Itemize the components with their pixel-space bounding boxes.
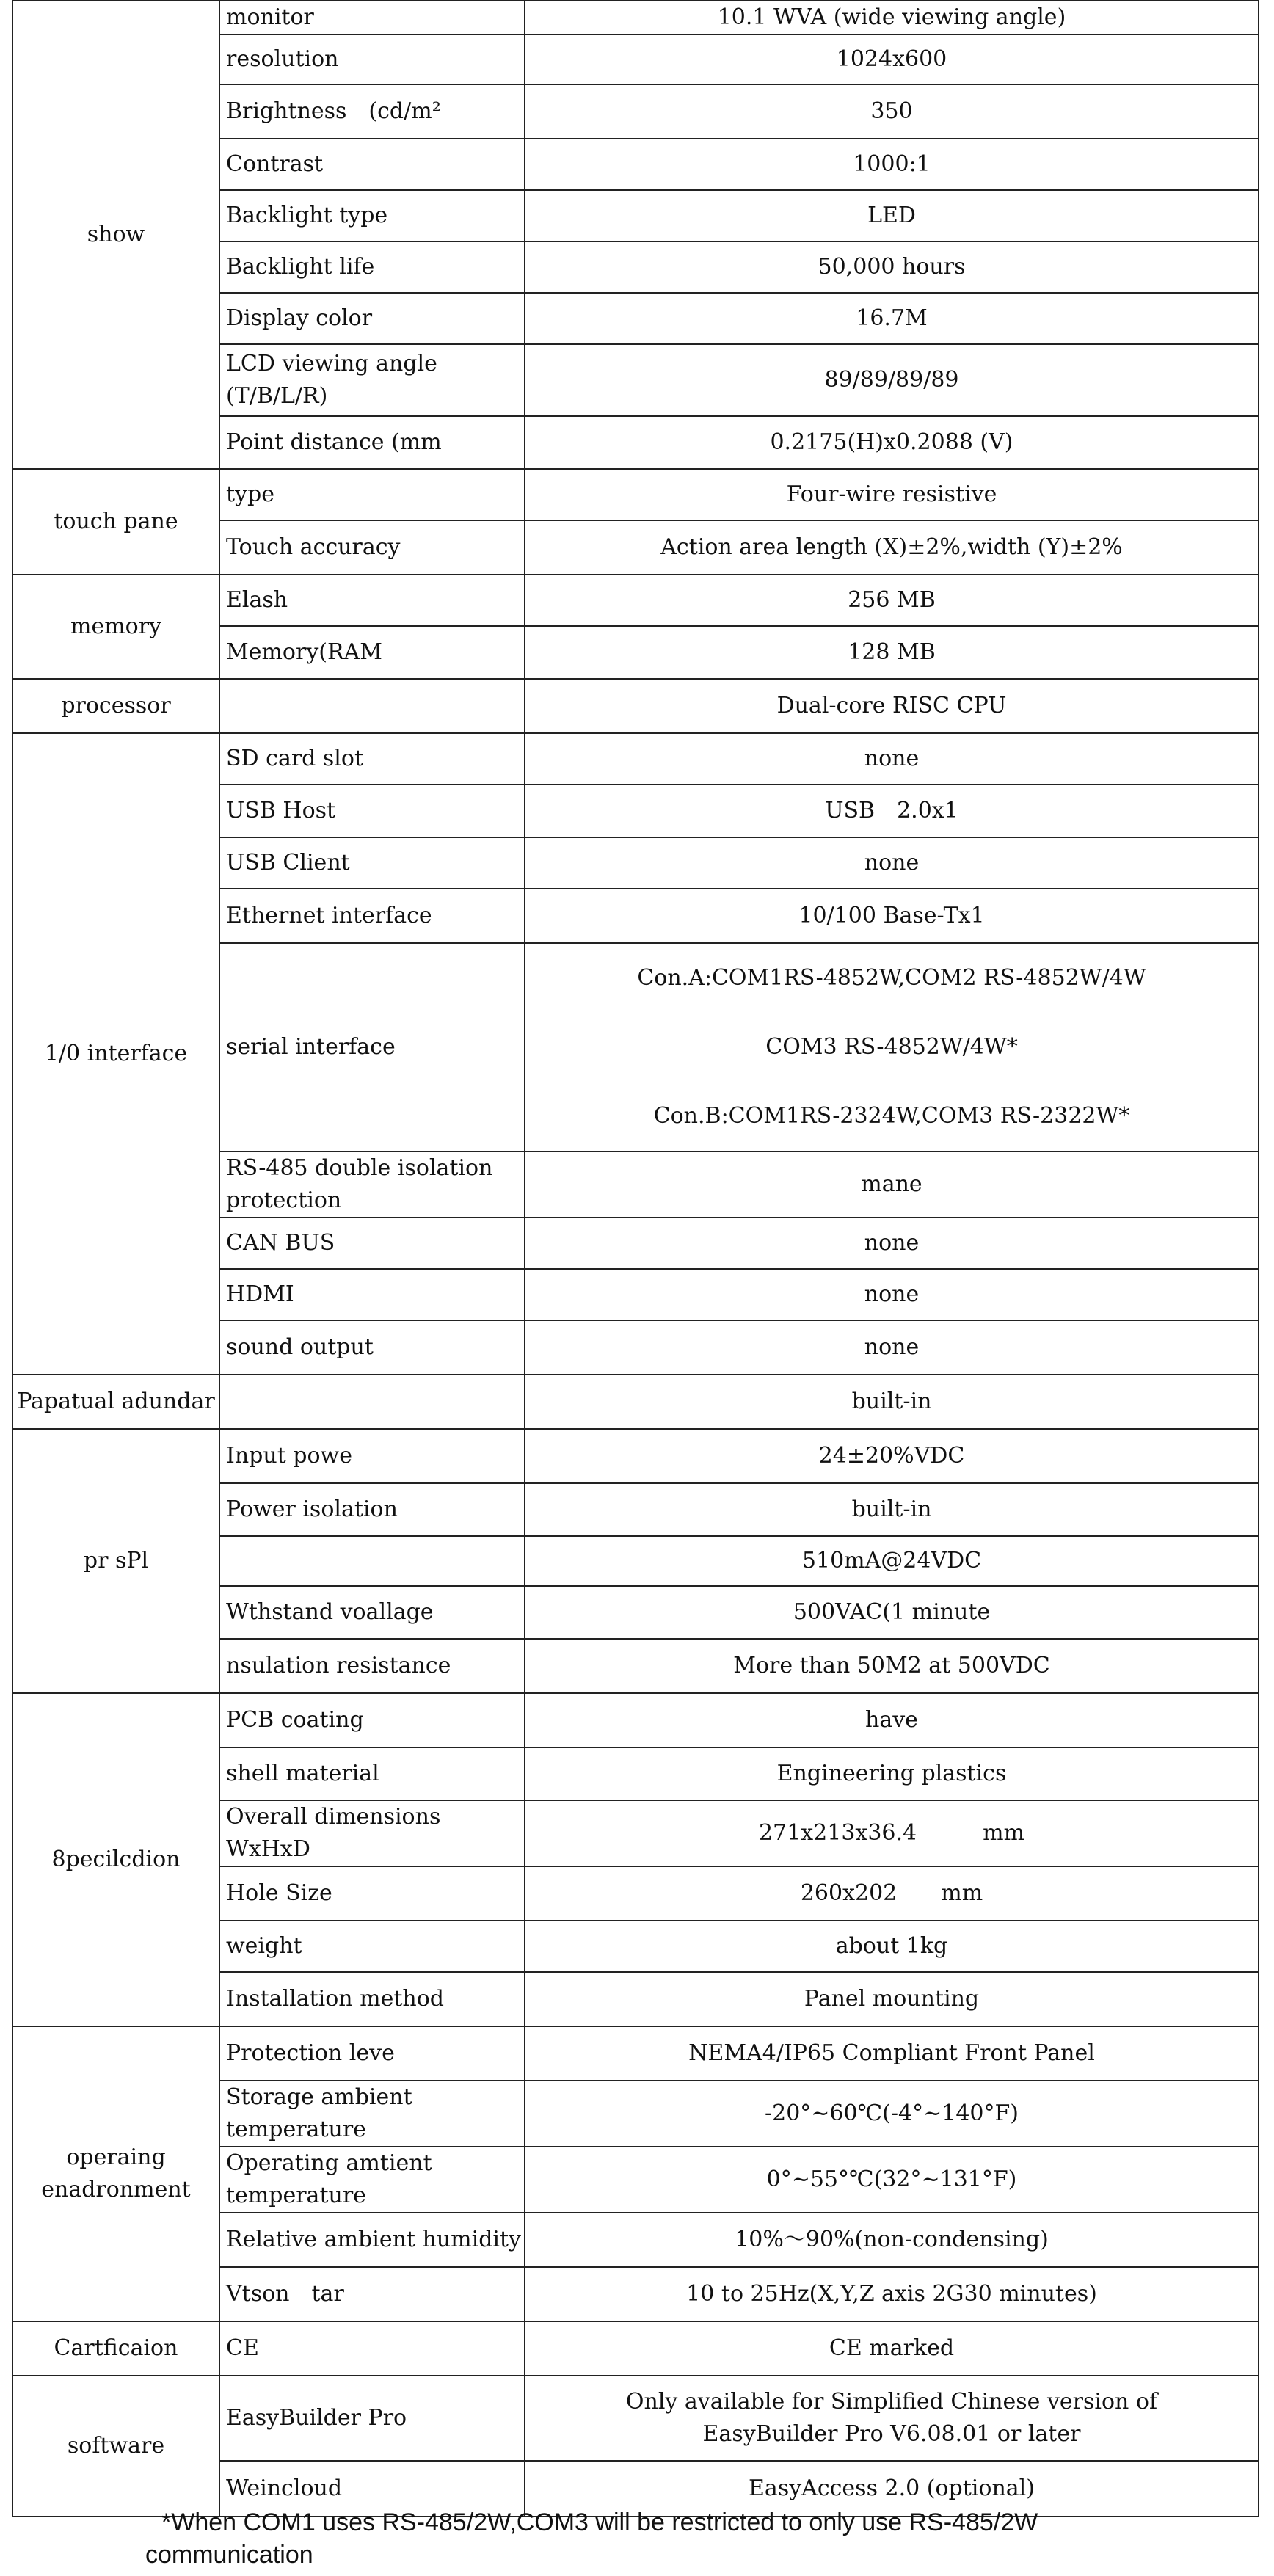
- spec-label: sound output: [219, 1320, 525, 1375]
- group-label-processor: processor: [12, 679, 219, 733]
- spec-label: Brightness (cd/m²: [219, 84, 525, 139]
- spec-value: 260x202 mm: [525, 1866, 1259, 1921]
- spec-label: SD card slot: [219, 733, 525, 785]
- spec-value: USB 2.0x1: [525, 785, 1259, 837]
- spec-label: Elash: [219, 575, 525, 626]
- spec-value: about 1kg: [525, 1921, 1259, 1972]
- spec-label: Touch accuracy: [219, 520, 525, 575]
- spec-label: Input powe: [219, 1429, 525, 1483]
- spec-value: Action area length (X)±2%,width (Y)±2%: [525, 520, 1259, 575]
- spec-label: Hole Size: [219, 1866, 525, 1921]
- spec-label: Display color: [219, 293, 525, 344]
- spec-value: 271x213x36.4 mm: [525, 1800, 1259, 1866]
- spec-value: Four-wire resistive: [525, 469, 1259, 520]
- spec-label: CE: [219, 2321, 525, 2376]
- spec-label: shell material: [219, 1747, 525, 1800]
- spec-label: [219, 1375, 525, 1429]
- group-label-memory: memory: [12, 575, 219, 679]
- spec-label: monitor: [219, 1, 525, 34]
- spec-value: Panel mounting: [525, 1972, 1259, 2026]
- spec-value: built-in: [525, 1483, 1259, 1536]
- spec-label: resolution: [219, 34, 525, 84]
- spec-label: RS-485 double isolation protection: [219, 1151, 525, 1218]
- spec-value: none: [525, 1269, 1259, 1320]
- spec-value-multiline: [525, 2376, 1259, 2461]
- spec-label: USB Host: [219, 785, 525, 837]
- spec-value-multiline: [525, 943, 1259, 1151]
- spec-value: 0°~55°℃(32°~131°F): [525, 2147, 1259, 2213]
- spec-value: none: [525, 837, 1259, 889]
- spec-label: Backlight life: [219, 241, 525, 293]
- spec-value: 50,000 hours: [525, 241, 1259, 293]
- spec-label: Weincloud: [219, 2461, 525, 2517]
- table-row: [12, 469, 1259, 520]
- table-row: [12, 1429, 1259, 1483]
- spec-value: built-in: [525, 1375, 1259, 1429]
- group-label-software: software: [12, 2376, 219, 2517]
- spec-label: Protection leve: [219, 2026, 525, 2081]
- spec-value-line: Con.B:COM1RS-2324W,COM3 RS-2322W*: [653, 1103, 1130, 1129]
- table-row: [12, 1, 1259, 34]
- spec-value: 10/100 Base-Tx1: [525, 889, 1259, 943]
- spec-table-body: [12, 1, 1259, 2517]
- spec-value: LED: [525, 190, 1259, 241]
- spec-value: Dual-core RISC CPU: [525, 679, 1259, 733]
- spec-value-line: Con.A:COM1RS-4852W,COM2 RS-4852W/4W: [637, 965, 1146, 991]
- spec-label: USB Client: [219, 837, 525, 889]
- spec-value: 500VAC(1 minute: [525, 1586, 1259, 1639]
- spec-label: Memory(RAM: [219, 626, 525, 679]
- group-label-cert: Cartficaion: [12, 2321, 219, 2376]
- spec-value-line: COM3 RS-4852W/4W*: [765, 1034, 1018, 1060]
- spec-label: serial interface: [219, 943, 525, 1151]
- spec-label: Overall dimensions WxHxD: [219, 1800, 525, 1866]
- spec-value: 128 MB: [525, 626, 1259, 679]
- spec-value: 1000:1: [525, 139, 1259, 190]
- spec-value: none: [525, 1320, 1259, 1375]
- table-row: [12, 575, 1259, 626]
- group-label-env: operaing enadronment: [12, 2026, 219, 2321]
- spec-label: Relative ambient humidity: [219, 2213, 525, 2267]
- spec-value: -20°~60℃(-4°~140°F): [525, 2081, 1259, 2147]
- spec-label: CAN BUS: [219, 1218, 525, 1269]
- spec-label: nsulation resistance: [219, 1639, 525, 1693]
- spec-value: mane: [525, 1151, 1259, 1218]
- spec-value: 16.7M: [525, 293, 1259, 344]
- spec-value: 350: [525, 84, 1259, 139]
- spec-label: Ethernet interface: [219, 889, 525, 943]
- spec-value: EasyAccess 2.0 (optional): [525, 2461, 1259, 2517]
- spec-value: 0.2175(H)x0.2088 (V): [525, 416, 1259, 469]
- group-label-rtc: Papatual adundar: [12, 1375, 219, 1429]
- table-row: [12, 733, 1259, 785]
- group-label-power: pr sPl: [12, 1429, 219, 1693]
- spec-label: Storage ambient temperature: [219, 2081, 525, 2147]
- spec-value: NEMA4/IP65 Compliant Front Panel: [525, 2026, 1259, 2081]
- footnote: [15, 2506, 1255, 2571]
- spec-label: Vtson tar: [219, 2267, 525, 2321]
- spec-label: Power isolation: [219, 1483, 525, 1536]
- spec-label: PCB coating: [219, 1693, 525, 1747]
- spec-label: [219, 679, 525, 733]
- spec-label: Point distance (mm: [219, 416, 525, 469]
- spec-label: type: [219, 469, 525, 520]
- spec-value: 10 to 25Hz(X,Y,Z axis 2G30 minutes): [525, 2267, 1259, 2321]
- spec-value: 256 MB: [525, 575, 1259, 626]
- spec-label: Wthstand voallage: [219, 1586, 525, 1639]
- group-label-show: show: [12, 1, 219, 469]
- spec-label: EasyBuilder Pro: [219, 2376, 525, 2461]
- footnote-line-2: communication: [145, 2541, 313, 2569]
- spec-value: 10%～90%(non-condensing): [525, 2213, 1259, 2267]
- spec-value: have: [525, 1693, 1259, 1747]
- spec-label: HDMI: [219, 1269, 525, 1320]
- spec-value: 510mA@24VDC: [525, 1536, 1259, 1586]
- spec-value: 10.1 WVA (wide viewing angle): [525, 1, 1259, 34]
- group-label-io: 1/0 interface: [12, 733, 219, 1375]
- spec-value: 24±20%VDC: [525, 1429, 1259, 1483]
- footnote-line-1: *When COM1 uses RS-485/2W,COM3 will be restricted to only use RS-485/2W: [161, 2508, 1038, 2536]
- spec-value: none: [525, 733, 1259, 785]
- spec-value: Engineering plastics: [525, 1747, 1259, 1800]
- spec-value: 89/89/89/89: [525, 344, 1259, 416]
- spec-label: Contrast: [219, 139, 525, 190]
- group-label-spec: 8pecilcdion: [12, 1693, 219, 2026]
- spec-label: [219, 1536, 525, 1586]
- spec-value: CE marked: [525, 2321, 1259, 2376]
- spec-value-line: EasyBuilder Pro V6.08.01 or later: [702, 2421, 1081, 2447]
- table-row: [12, 2321, 1259, 2376]
- spec-label: Installation method: [219, 1972, 525, 2026]
- spec-value: 1024x600: [525, 34, 1259, 84]
- table-row: [12, 679, 1259, 733]
- spec-value: none: [525, 1218, 1259, 1269]
- table-row: [12, 1375, 1259, 1429]
- table-row: [12, 1693, 1259, 1747]
- spec-table: [12, 0, 1259, 2517]
- spec-label: Backlight type: [219, 190, 525, 241]
- spec-label: weight: [219, 1921, 525, 1972]
- spec-value: More than 50M2 at 500VDC: [525, 1639, 1259, 1693]
- group-label-touch: touch pane: [12, 469, 219, 575]
- spec-label: LCD viewing angle (T/B/L/R): [219, 344, 525, 416]
- spec-value-line: Only available for Simplified Chinese version of: [625, 2389, 1158, 2415]
- table-row: [12, 2376, 1259, 2461]
- spec-label: Operating amtient temperature: [219, 2147, 525, 2213]
- table-row: [12, 2026, 1259, 2081]
